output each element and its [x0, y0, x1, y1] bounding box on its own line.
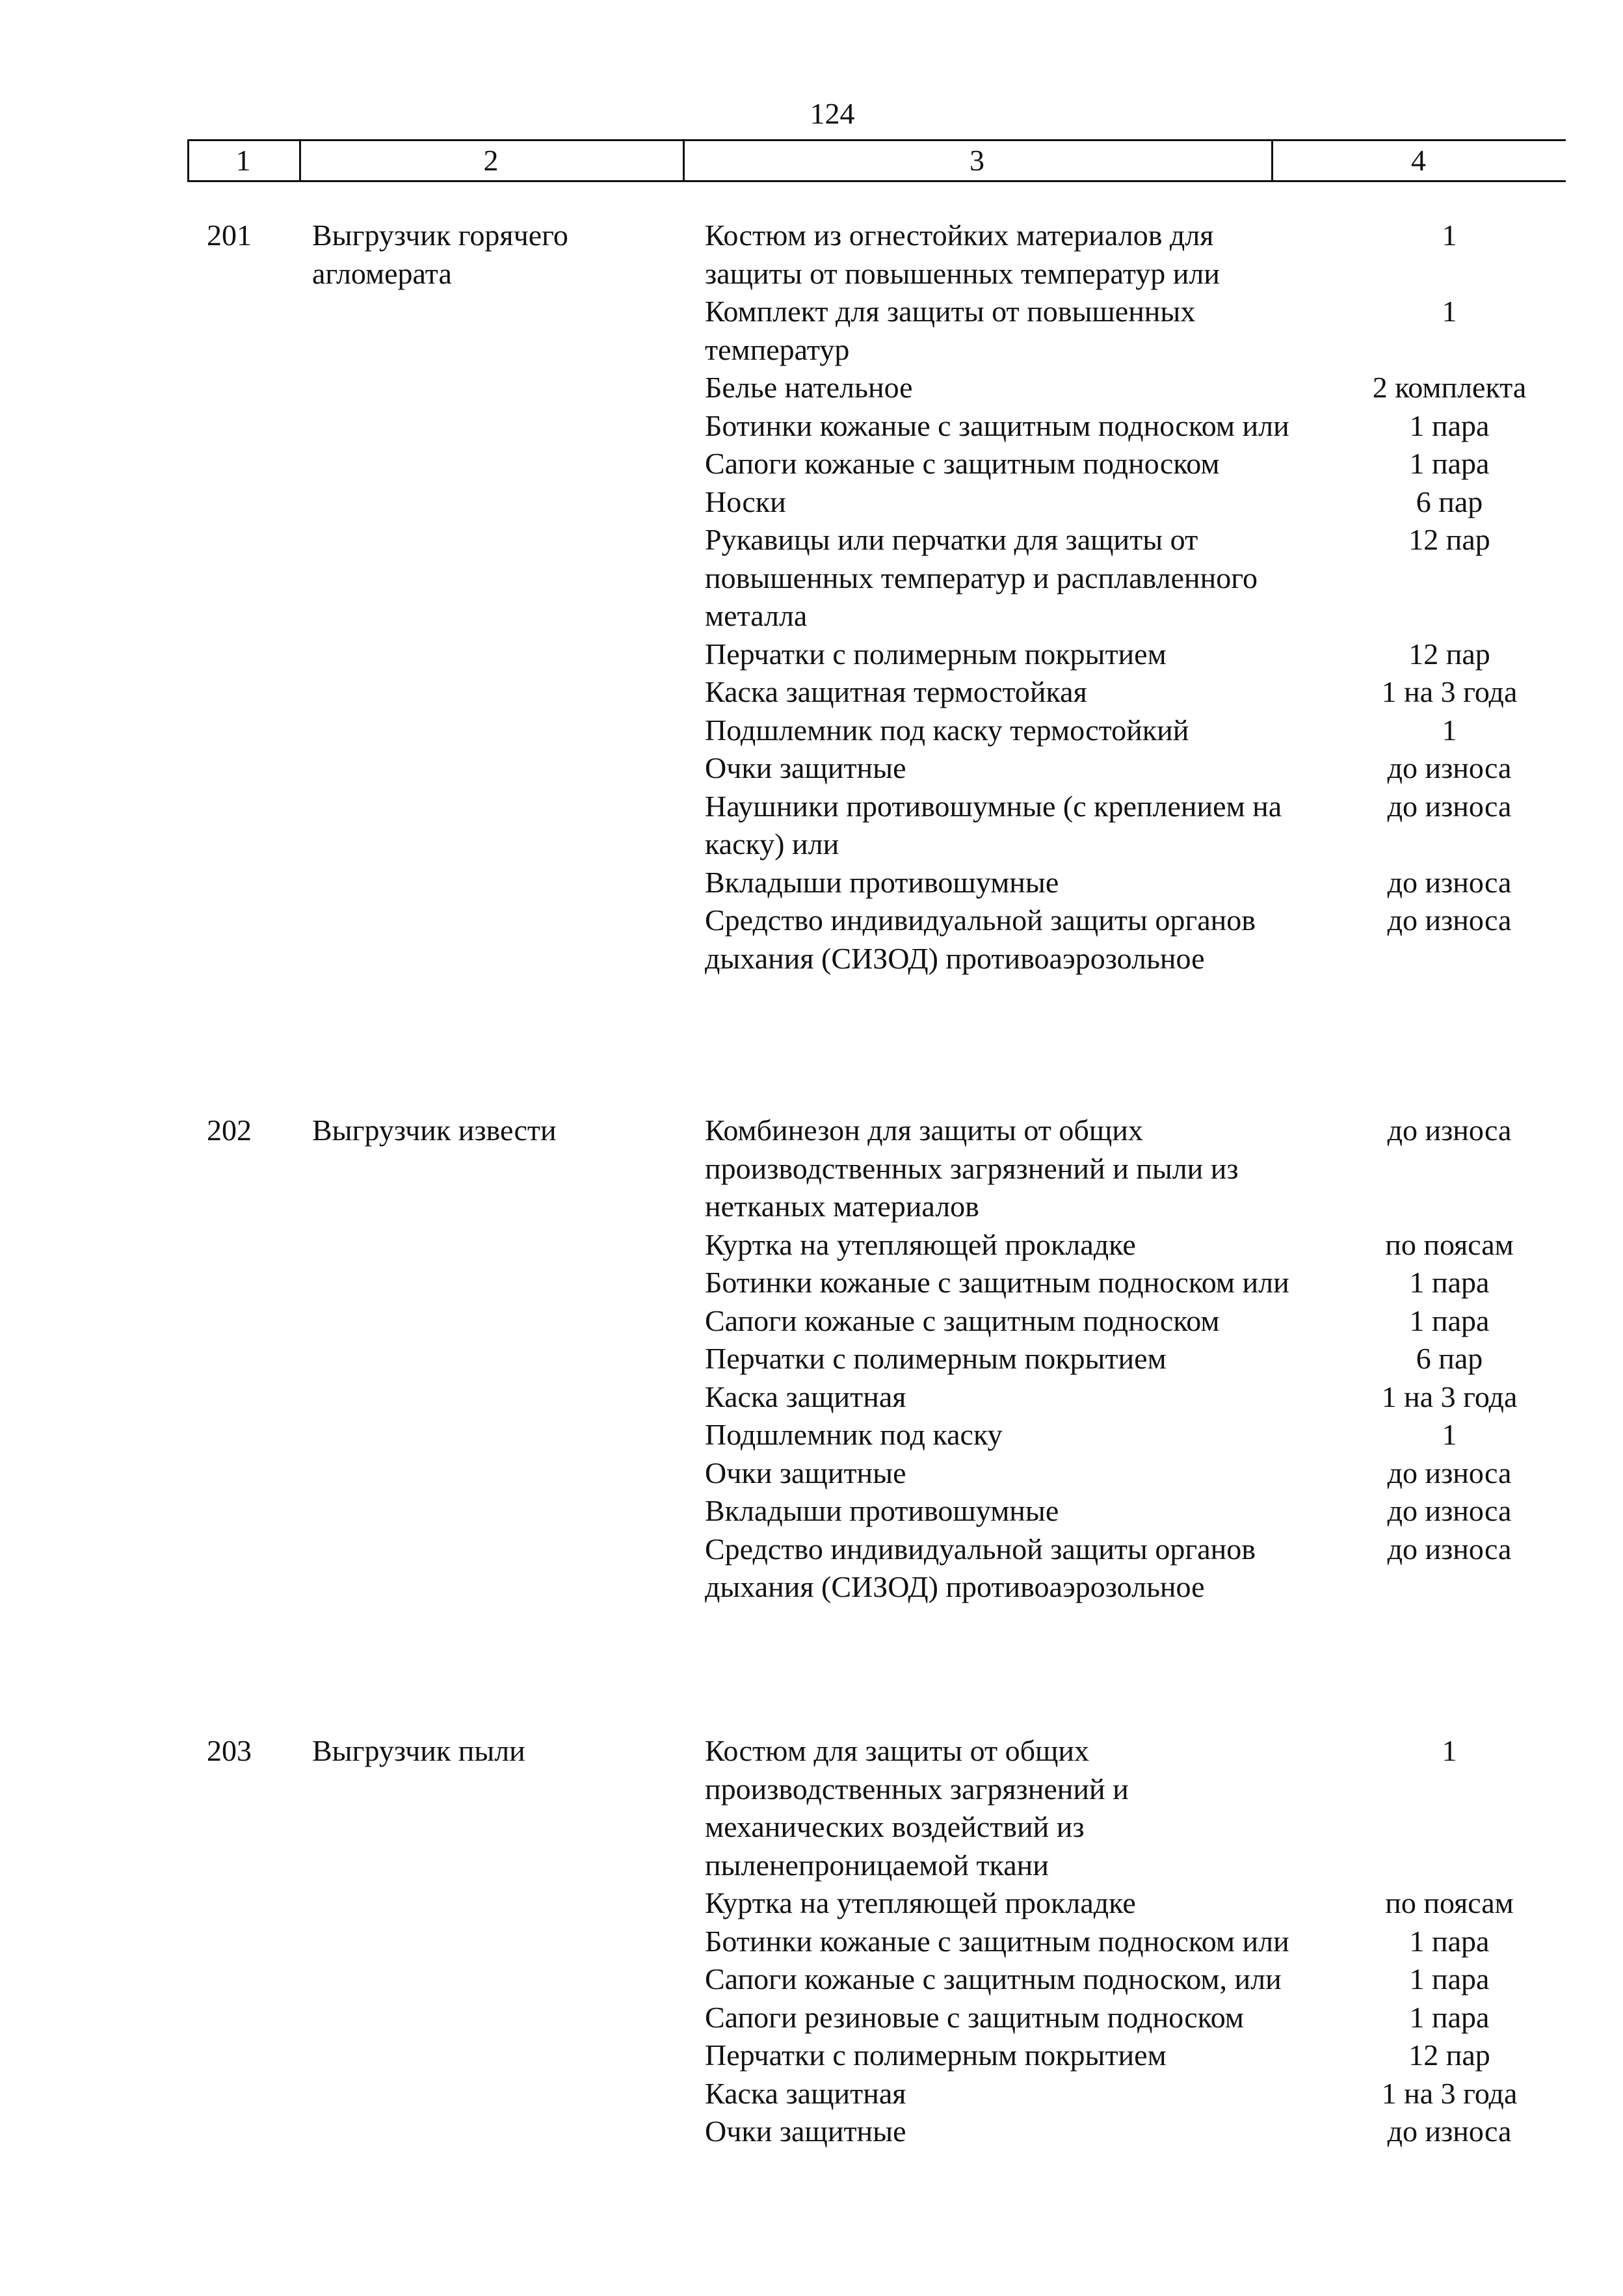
- item-list: [705, 1112, 1615, 1607]
- item-norm: до износа: [1387, 1114, 1512, 1147]
- list-item: [705, 1340, 1615, 1378]
- item-norm: до износа: [1387, 1494, 1512, 1527]
- item-name: Сапоги кожаные с защитным подноском, или: [705, 1962, 1282, 1996]
- list-item: [705, 2075, 1615, 2113]
- item-norm: 1: [1442, 295, 1457, 328]
- list-item: [705, 1999, 1615, 2037]
- list-item: [705, 217, 1615, 293]
- item-name: Очки защитные: [705, 1456, 906, 1489]
- list-item: [705, 2113, 1615, 2151]
- page-number: 124: [810, 97, 855, 130]
- item-norm: 1 пара: [1409, 1924, 1490, 1958]
- list-item: [705, 901, 1615, 978]
- row-number: 202: [207, 1114, 252, 1147]
- item-name: Каска защитная: [705, 2076, 906, 2110]
- item-norm: 1 на 3 года: [1381, 2076, 1518, 2110]
- occupation: Выгрузчик извести: [312, 1114, 557, 1147]
- item-norm: 12 пар: [1408, 523, 1490, 556]
- item-norm: до износа: [1387, 1456, 1512, 1489]
- item-name: Каска защитная: [705, 1380, 906, 1413]
- item-norm: 1: [1442, 219, 1457, 252]
- item-norm: 1 пара: [1409, 1303, 1490, 1337]
- header-col-4: 4: [1411, 144, 1426, 177]
- item-norm: по поясам: [1385, 1886, 1514, 1919]
- list-item: [705, 673, 1615, 712]
- item-norm: 12 пар: [1408, 637, 1490, 671]
- item-norm: 6 пар: [1416, 485, 1483, 518]
- item-norm: 1 на 3 года: [1381, 675, 1518, 708]
- list-item: [705, 521, 1615, 635]
- item-name: Ботинки кожаные с защитным подноском или: [705, 1924, 1289, 1958]
- header-col-2: 2: [483, 144, 499, 177]
- item-name: Средство индивидуальной защиты органов дыхания (СИЗОД) противоаэрозольное: [705, 903, 1256, 975]
- list-item: [705, 1923, 1615, 1961]
- item-norm: 2 комплекта: [1372, 371, 1527, 404]
- list-item: [705, 1302, 1615, 1341]
- item-name: Костюм из огнестойких материалов для защиты от повышенных температур или: [705, 219, 1220, 290]
- item-name: Белье нательное: [705, 371, 913, 404]
- item-name: Каска защитная термостойкая: [705, 675, 1087, 708]
- item-norm: 1: [1442, 1418, 1457, 1451]
- item-name: Сапоги кожаные с защитным подноском: [705, 1303, 1220, 1337]
- list-item: [705, 788, 1615, 864]
- occupation: Выгрузчик горячего агломерата: [312, 219, 568, 290]
- item-norm: до износа: [1387, 865, 1512, 899]
- occupation: Выгрузчик пыли: [312, 1734, 525, 1767]
- list-item: [705, 1226, 1615, 1264]
- list-item: [705, 293, 1615, 369]
- item-name: Сапоги резиновые с защитным подноском: [705, 2000, 1244, 2034]
- list-item: [705, 1112, 1615, 1226]
- item-name: Сапоги кожаные с защитным подноском: [705, 447, 1220, 480]
- item-norm: 1 пара: [1409, 447, 1490, 480]
- list-item: [705, 1530, 1615, 1607]
- list-item: [705, 369, 1615, 407]
- item-norm: до износа: [1387, 751, 1512, 784]
- list-item: [705, 483, 1615, 522]
- item-norm: до износа: [1387, 2115, 1512, 2148]
- item-name: Вкладыши противошумные: [705, 865, 1059, 899]
- item-norm: 1: [1442, 1734, 1457, 1767]
- header-col-3: 3: [970, 144, 984, 177]
- item-name: Очки защитные: [705, 751, 906, 784]
- list-item: [705, 1264, 1615, 1302]
- list-item: [705, 1960, 1615, 1999]
- item-norm: 1 на 3 года: [1381, 1380, 1518, 1413]
- item-list: [705, 1732, 1615, 2151]
- item-norm: до износа: [1387, 1532, 1512, 1566]
- list-item: [705, 712, 1615, 750]
- item-name: Подшлемник под каску термостойкий: [705, 713, 1189, 747]
- list-item: [705, 407, 1615, 446]
- item-list: [705, 217, 1615, 978]
- list-item: [705, 2036, 1615, 2075]
- list-item: [705, 635, 1615, 674]
- list-item: [705, 749, 1615, 788]
- list-item: [705, 1884, 1615, 1923]
- row-number: 201: [207, 219, 252, 252]
- item-name: Комбинезон для защиты от общих производственных загрязнений и пыли из нетканых материалов: [705, 1114, 1239, 1223]
- list-item: [705, 1378, 1615, 1417]
- item-name: Очки защитные: [705, 2115, 906, 2148]
- item-name: Куртка на утепляющей прокладке: [705, 1227, 1136, 1261]
- item-norm: 1 пара: [1409, 408, 1490, 442]
- list-item: [705, 1732, 1615, 1884]
- item-name: Рукавицы или перчатки для защиты от повышенных температур и расплавленного металла: [705, 523, 1258, 632]
- item-name: Ботинки кожаные с защитным подноском или: [705, 1266, 1289, 1299]
- list-item: [705, 1454, 1615, 1493]
- item-name: Ботинки кожаные с защитным подноском или: [705, 408, 1289, 442]
- item-name: Перчатки с полимерным покрытием: [705, 637, 1167, 671]
- list-item: [705, 1416, 1615, 1454]
- item-norm: 12 пар: [1408, 2038, 1490, 2072]
- item-name: Носки: [705, 485, 786, 518]
- item-norm: 1 пара: [1409, 1962, 1490, 1996]
- list-item: [705, 864, 1615, 902]
- item-name: Куртка на утепляющей прокладке: [705, 1886, 1136, 1919]
- item-norm: по поясам: [1385, 1227, 1514, 1261]
- item-name: Подшлемник под каску: [705, 1418, 1003, 1451]
- item-norm: 6 пар: [1416, 1342, 1483, 1375]
- list-item: [705, 1492, 1615, 1530]
- item-name: Комплект для защиты от повышенных температур: [705, 295, 1196, 366]
- item-norm: до износа: [1387, 903, 1512, 937]
- item-name: Наушники противошумные (с креплением на каску) или: [705, 789, 1282, 861]
- item-name: Перчатки с полимерным покрытием: [705, 1342, 1167, 1375]
- item-name: Костюм для защиты от общих производственных загрязнений и механических воздействий из пыленепроницаемой ткани: [705, 1734, 1129, 1882]
- item-norm: 1: [1442, 713, 1457, 747]
- row-number: 203: [207, 1734, 252, 1767]
- list-item: [705, 445, 1615, 483]
- item-name: Перчатки с полимерным покрытием: [705, 2038, 1167, 2072]
- item-norm: 1 пара: [1409, 1266, 1490, 1299]
- item-name: Средство индивидуальной защиты органов дыхания (СИЗОД) противоаэрозольное: [705, 1532, 1256, 1603]
- item-norm: до износа: [1387, 789, 1512, 823]
- item-name: Вкладыши противошумные: [705, 1494, 1059, 1527]
- header-col-1: 1: [235, 144, 251, 177]
- item-norm: 1 пара: [1409, 2000, 1490, 2034]
